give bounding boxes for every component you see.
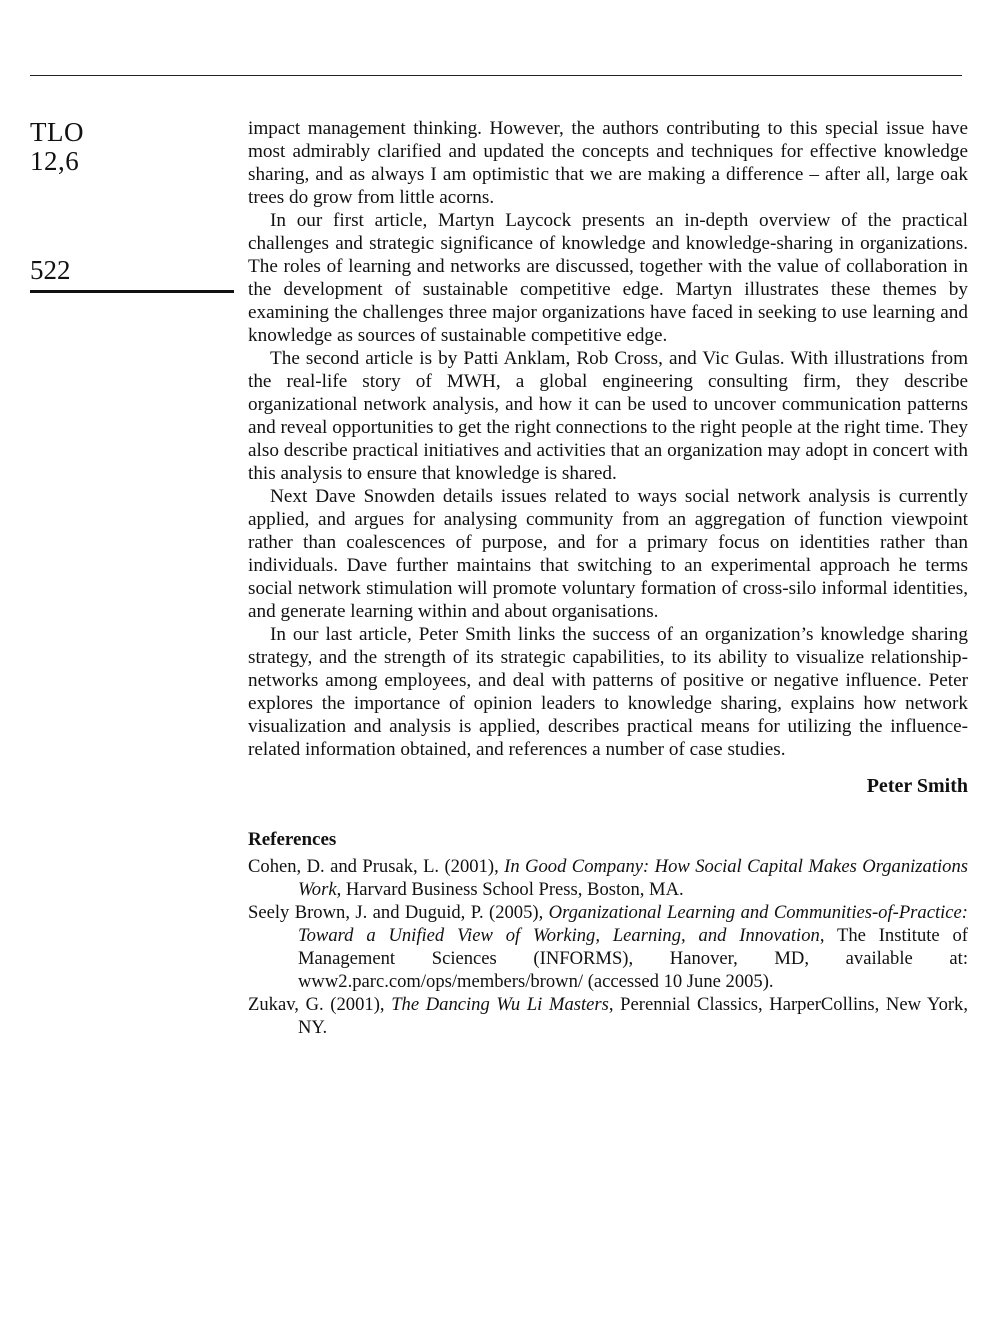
main-text bbox=[248, 117, 968, 1039]
paragraph-5: In our last article, Peter Smith links the success of an organization’s knowledge sharing strategy, and the strength of its strategic capabilities, to its ability to visualize relationship-networks among employees, and deal with patterns of positive or negative influence. Peter explores the importance of opinion leaders to knowledge sharing, explains how network visualization and analysis is applied, describes practical means for utilizing the influence-related information obtained, and references a number of case studies. bbox=[248, 624, 968, 760]
page-number-rule bbox=[30, 290, 234, 293]
reference-item bbox=[248, 855, 968, 901]
journal-abbrev: TLO bbox=[30, 117, 84, 147]
reference-title: The Dancing Wu Li Masters bbox=[391, 994, 609, 1015]
reference-authors: Seely Brown, J. and Duguid, P. (2005), bbox=[248, 902, 549, 923]
reference-publisher: , Perennial Classics, HarperCollins, New York, NY. bbox=[298, 994, 968, 1038]
paragraph-3: The second article is by Patti Anklam, Rob Cross, and Vic Gulas. With illustrations from the real-life story of MWH, a global engineering consulting firm, they describe organizational network analysis, and how it can be used to uncover communication patterns and reveal opportunities to get the right connections to the right people at the right time. They also describe practical initiatives and activities that an organization may adopt in concert with this analysis to ensure that knowledge is shared. bbox=[248, 348, 968, 484]
reference-authors: Zukav, G. (2001), bbox=[248, 994, 392, 1015]
paragraph-4: Next Dave Snowden details issues related to ways social network analysis is currently applied, and argues for analysing community from an aggregation of function viewpoint rather than coalescences of purpose, and for a primary focus on identities rather than individuals. Dave further maintains that switching to an experimental approach he terms social network stimulation will promote voluntary formation of cross-silo informal identities, and generate learning within and about organisations. bbox=[248, 486, 968, 622]
references-heading: References bbox=[248, 829, 337, 850]
reference-title: In Good Company: How Social Capital Makes Organizations Work bbox=[298, 856, 969, 900]
reference-title: Organizational Learning and Communities-of-Practice: Toward a Unified View of Working, Learning, and Innovation bbox=[298, 902, 969, 946]
reference-authors: Cohen, D. and Prusak, L. (2001), bbox=[248, 856, 505, 877]
reference-item bbox=[248, 993, 968, 1039]
reference-publisher: , Harvard Business School Press, Boston, MA. bbox=[336, 879, 684, 900]
editorial-signature: Peter Smith bbox=[866, 775, 968, 797]
reference-item bbox=[248, 901, 968, 993]
header-rule bbox=[30, 75, 962, 76]
margin-journal-info bbox=[30, 118, 230, 176]
reference-publisher: , The Institute of Management Sciences (INFORMS), Hanover, MD, available at: www2.parc.com/ops/members/brown/ (accessed 10 June 2005). bbox=[298, 925, 968, 992]
page-number: 522 bbox=[30, 255, 71, 285]
paragraph-1: impact management thinking. However, the authors contributing to this special issue have most admirably clarified and updated the concepts and techniques for effective knowledge sharing, and as always I am optimistic that we are making a difference – after all, large oak trees do grow from little acorns. bbox=[248, 118, 968, 208]
paragraph-2: In our first article, Martyn Laycock presents an in-depth overview of the practical challenges and strategic significance of knowledge and knowledge-sharing in organizations. The roles of learning and networks are discussed, together with the value of collaboration in the development of sustainable competitive edge. Martyn illustrates these themes by examining the challenges three major organizations have faced in seeking to use learning and knowledge as sources of sustainable competitive edge. bbox=[248, 210, 968, 346]
volume-issue: 12,6 bbox=[30, 146, 80, 176]
